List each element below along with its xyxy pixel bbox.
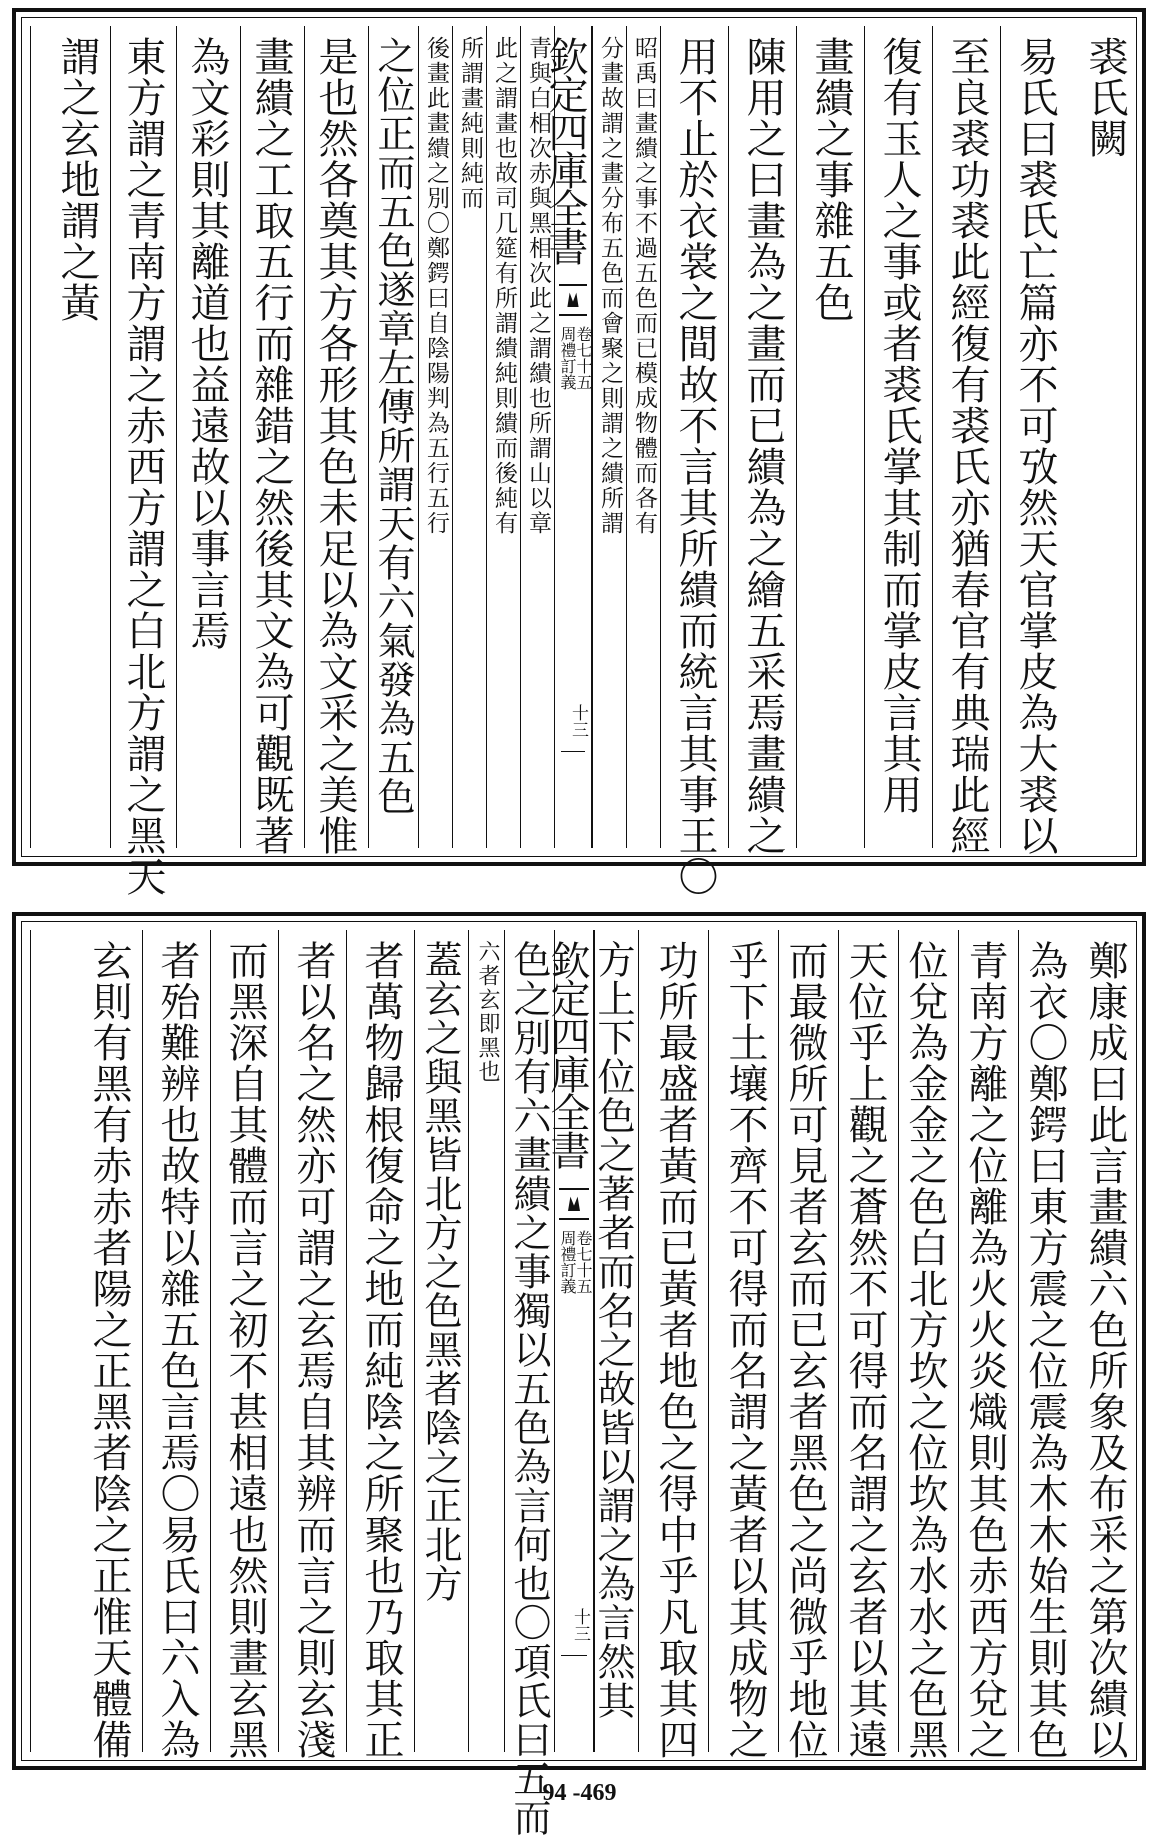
page-number: 94 -469 (542, 1780, 617, 1806)
annotation-column: 分畫故謂之畫分布五色而會聚之則謂之繢所謂 (592, 26, 626, 848)
spine-book-title: 周禮訂義 (558, 1230, 577, 1294)
annotation-column: 六者玄即黑也 (468, 930, 504, 1752)
annotation-column: 青與白相次赤與黑相次此之謂繢也所謂山以章 (520, 26, 554, 848)
spine-book-title: 周禮訂義 (558, 326, 577, 390)
center-spine (544, 930, 594, 1752)
text-column: 之位正而五色遂章左傳所謂天有六氣發為五色 (368, 26, 418, 848)
text-column: 天位乎上觀之蒼然不可得而名謂之玄者以其遠 (838, 930, 898, 1752)
text-column: 用不止於衣裳之間故不言其所繢而統言其事王〇 (660, 26, 728, 848)
text-column: 是也然各奠其方各形其色未足以為文采之美惟 (304, 26, 368, 848)
fish-tail-mark-icon (559, 284, 587, 316)
text-column: 色之別有六畫繢之事獨以五色為言何也〇項氏曰五而 (504, 930, 554, 1752)
text-column: 陳用之曰畫為之畫而已繢為之繪五采焉畫繢之 (728, 26, 796, 848)
spine-volume-number: 卷七十五 (574, 1230, 593, 1294)
fish-tail-mark-icon (559, 1188, 589, 1220)
text-column: 者以名之然亦可謂之玄焉自其辨而言之則玄淺 (278, 930, 346, 1752)
text-column: 而最微所可見者玄而已玄者黑色之尚微乎地位 (778, 930, 838, 1752)
annotation-column-mixed: 後畫此畫繢之別〇鄭鍔曰自陰陽判為五行五行 (418, 26, 452, 848)
annotation-column: 此之謂畫也故司几筵有所謂繢純則繢而後純有 (486, 26, 520, 848)
text-column: 復有玉人之事或者裘氏掌其制而掌皮言其用 (864, 26, 932, 848)
page-panel-top (12, 8, 1146, 897)
center-spine (542, 26, 593, 848)
text-column: 謂之玄地謂之黃 (30, 26, 110, 848)
text-column: 蓋玄之與黑皆北方之色黑者陰之正北方 (414, 930, 468, 1752)
annotation-column: 昭禹曰畫繢之事不過五色而已模成物體而各有 (626, 26, 660, 848)
text-column: 畫繢之工取五行而雜錯之然後其文為可觀既著 (240, 26, 304, 848)
text-column: 易氏曰裘氏亡篇亦不可攷然天官掌皮為大裘以 (1000, 26, 1068, 848)
spine-page-number: 十三 (570, 1608, 590, 1642)
text-column: 為衣〇鄭鍔曰東方震之位震為木木始生則其色 (1018, 930, 1078, 1752)
text-column: 而黑深自其體而言之初不甚相遠也然則畫玄黑 (210, 930, 278, 1752)
spine-volume-number: 卷七十五 (574, 326, 593, 390)
spine-title: 欽定四庫全書 (542, 36, 588, 264)
spine-page-number: 十三 (568, 704, 588, 738)
text-column: 玄則有黑有赤赤者陽之正黑者陰之正惟天體備 (30, 930, 142, 1752)
annotation-column: 所謂畫純則純而 (452, 26, 486, 848)
text-column: 乎下土壤不齊不可得而名謂之黃者以其成物之 (708, 930, 778, 1752)
text-column: 者萬物歸根復命之地而純陰之所聚也乃取其正 (346, 930, 414, 1752)
text-column: 青南方離之位離為火火炎熾則其色赤西方兌之 (958, 930, 1018, 1752)
text-column: 裘氏闕 (1082, 36, 1128, 159)
text-column: 功所最盛者黃而已黃者地色之得中乎凡取其四 (638, 930, 708, 1752)
spine-volume (573, 326, 593, 390)
spine-title: 欽定四庫全書 (544, 940, 590, 1168)
spine-divider (561, 1655, 587, 1656)
spine-divider (561, 751, 585, 752)
text-column: 畫繢之事雜五色 (796, 26, 864, 848)
text-column: 東方謂之青南方謂之赤西方謂之白北方謂之黑天 (110, 26, 176, 848)
text-column: 者殆難辨也故特以雜五色言焉〇易氏曰六入為 (142, 930, 210, 1752)
text-column: 位兌為金金之色白北方坎之位坎為水水之色黑 (898, 930, 958, 1752)
text-column: 至良裘功裘此經復有裘氏亦猶春官有典瑞此經 (932, 26, 1000, 848)
spine-volume (573, 1230, 593, 1294)
text-column: 為文彩則其離道也益遠故以事言焉 (176, 26, 240, 848)
text-column: 鄭康成曰此言畫繢六色所象及布采之第次繢以 (1082, 940, 1128, 1760)
text-column: 方上下位色之著者而名之故皆以謂之為言然其 (594, 930, 638, 1752)
